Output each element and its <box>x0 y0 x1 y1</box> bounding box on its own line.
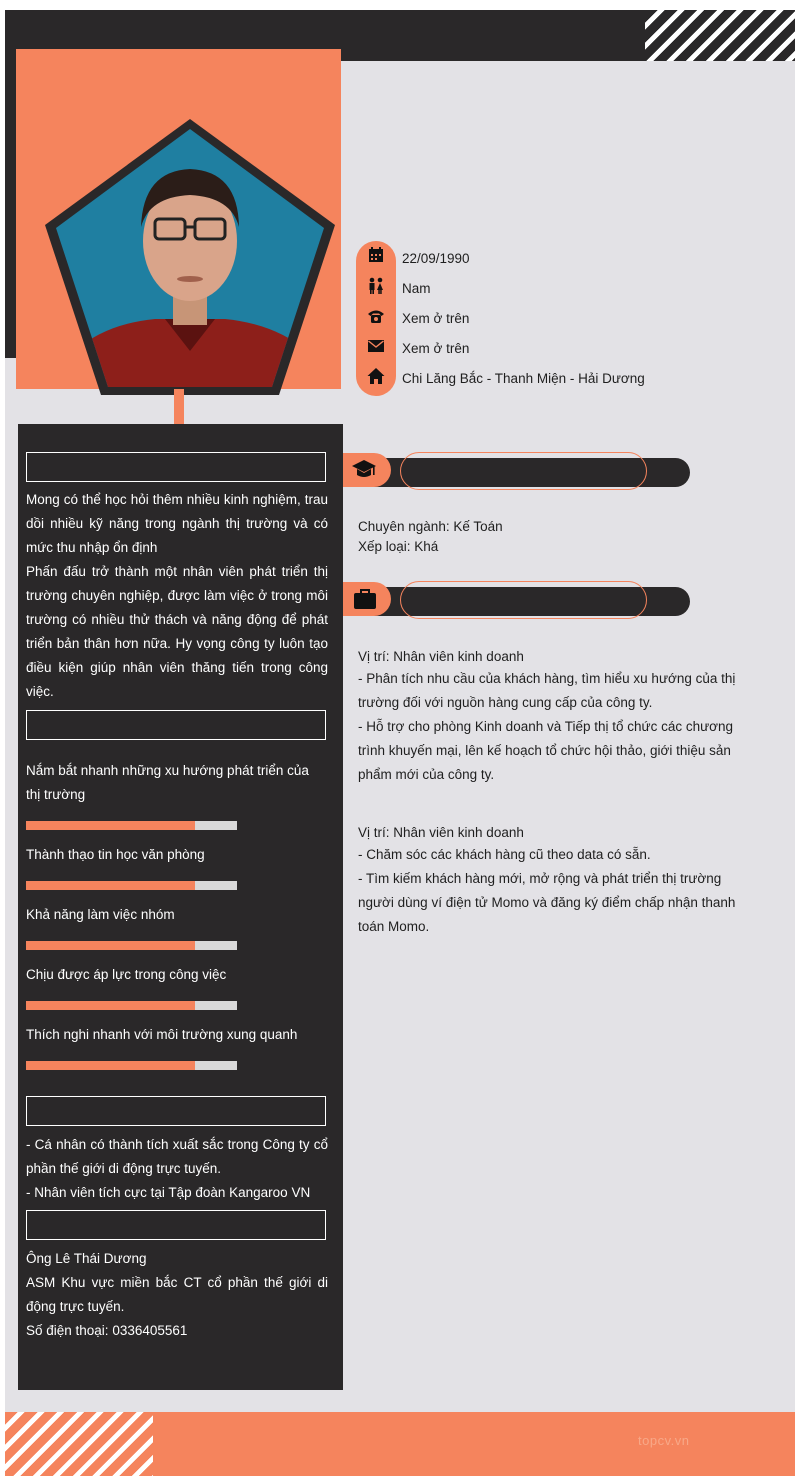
left-panel <box>18 424 343 1390</box>
decorative-stripes-top <box>645 10 795 61</box>
award-item: - Nhân viên tích cực tại Tập đoàn Kangaroo VN <box>26 1185 311 1200</box>
job-duty: - Tìm kiếm khách hàng mới, mở rộng và phát triển thị trường người dùng ví điện tử Momo và đăng ký điểm chấp nhận thanh toán Momo. <box>358 871 736 934</box>
decorative-stripes-bottom <box>5 1412 153 1476</box>
skill-label: Thành thạo tin học văn phòng <box>26 847 205 862</box>
skill-label: Nắm bắt nhanh những xu hướng phát triển của thị trường <box>26 763 309 802</box>
email-icon <box>366 336 386 356</box>
profile-photo-frame <box>16 49 341 389</box>
skill-bar <box>26 821 237 830</box>
objective-paragraph-1: Mong có thể học hỏi thêm nhiều kinh nghiệm, trau dồi nhiều kỹ năng trong ngành thị trường và có mức thu nhập ổn định <box>26 492 328 555</box>
cv-page <box>5 10 795 1476</box>
experience-icon-tab <box>343 582 391 616</box>
reference-phone: Số điện thoại: 0336405561 <box>26 1323 188 1338</box>
skill-label: Chịu được áp lực trong công việc <box>26 967 227 982</box>
phone-icon <box>366 306 386 326</box>
skill-bar <box>26 941 237 950</box>
job-duty: - Hỗ trợ cho phòng Kinh doanh và Tiếp thị tổ chức các chương trình khuyến mại, lên kế hoạch tổ chức hội thảo, giới thiệu sản phẩm mới của công ty. <box>358 719 733 782</box>
job-position: Vị trí: Nhân viên kinh doanh <box>358 649 524 664</box>
address-text: Chi Lăng Bắc - Thanh Miện - Hải Dương <box>402 371 645 386</box>
skill-label: Thích nghi nhanh với môi trường xung quanh <box>26 1027 298 1042</box>
gender-icon <box>366 276 386 296</box>
job-position: Vị trí: Nhân viên kinh doanh <box>358 825 524 840</box>
skill-bar <box>26 1001 237 1010</box>
education-icon-tab <box>343 453 391 487</box>
skill-bar-fill <box>26 1001 195 1010</box>
phone-text: Xem ở trên <box>402 311 470 326</box>
skill-bar-fill <box>26 821 195 830</box>
reference-position: ASM Khu vực miền bắc CT cổ phần thế giới di động trực tuyến. <box>26 1275 328 1314</box>
skill-bar-fill <box>26 881 195 890</box>
objective-heading-box <box>26 452 326 482</box>
job-duty: - Chăm sóc các khách hàng cũ theo data có sẵn. <box>358 847 651 862</box>
home-icon <box>366 366 386 386</box>
skill-bar <box>26 881 237 890</box>
birthday-text: 22/09/1990 <box>402 251 470 266</box>
objective-paragraph-2: Phấn đấu trở thành một nhân viên phát triển thị trường chuyên nghiệp, được làm việc ở trong môi trường có nhiều thử thách và năng động để phát triển bản thân hơn nữa. Hy vọng công ty luôn tạo điều kiện giúp nhân viên thăng tiến trong công việc. <box>26 564 328 699</box>
email-text: Xem ở trên <box>402 341 470 356</box>
calendar-icon <box>366 245 386 265</box>
watermark: topcv.vn <box>638 1433 690 1448</box>
award-item: - Cá nhân có thành tích xuất sắc trong Công ty cổ phần thế giới di động trực tuyến. <box>26 1137 328 1176</box>
graduation-cap-icon <box>351 458 377 482</box>
avatar <box>45 119 335 395</box>
photo-connector <box>174 389 184 425</box>
skills-heading-box <box>26 710 326 740</box>
education-major: Chuyên ngành: Kế Toán <box>358 519 503 534</box>
experience-heading-box <box>400 581 647 619</box>
reference-name: Ông Lê Thái Dương <box>26 1251 147 1266</box>
skill-bar-fill <box>26 941 195 950</box>
skill-bar <box>26 1061 237 1070</box>
briefcase-icon <box>352 587 378 611</box>
education-grade: Xếp loại: Khá <box>358 539 439 554</box>
awards-heading-box <box>26 1096 326 1126</box>
job-duty: - Phân tích nhu cầu của khách hàng, tìm hiểu xu hướng của thị trường đối với nguồn hàng cung cấp của công ty. <box>358 671 736 710</box>
education-heading-box <box>400 452 647 490</box>
gender-text: Nam <box>402 281 431 296</box>
skill-bar-fill <box>26 1061 195 1070</box>
skill-label: Khả năng làm việc nhóm <box>26 907 175 922</box>
reference-heading-box <box>26 1210 326 1240</box>
